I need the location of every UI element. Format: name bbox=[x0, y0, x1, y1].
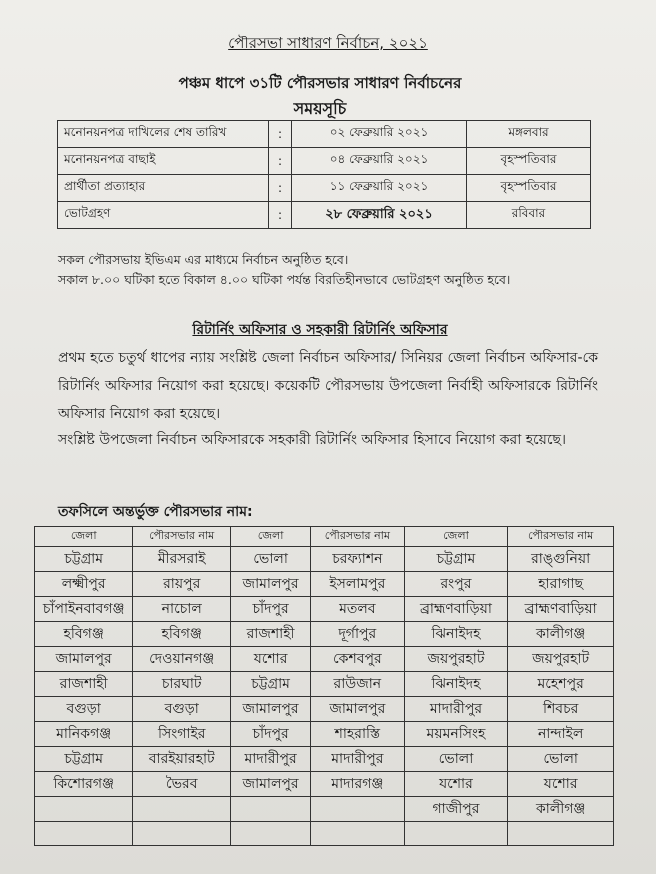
municipality-cell: দেওয়ানগঞ্জ bbox=[133, 647, 231, 672]
municipality-cell: কালীগঞ্জ bbox=[508, 622, 614, 647]
municipality-cell: চারঘাট bbox=[133, 672, 231, 697]
table-row bbox=[35, 622, 614, 647]
district-cell: চাঁপাইনবাবগঞ্জ bbox=[35, 597, 133, 622]
schedule-date: ২৮ ফেব্রুয়ারি ২০২১ bbox=[292, 202, 467, 229]
schedule-table bbox=[57, 120, 591, 229]
district-cell: ভোলা bbox=[404, 747, 508, 772]
municipality-cell: মতলব bbox=[311, 597, 404, 622]
document-title: পৌরসভা সাধারণ নির্বাচন, ২০২১ bbox=[228, 34, 428, 52]
district-cell: মানিকগঞ্জ bbox=[35, 722, 133, 747]
municipality-cell: জয়পুরহাট bbox=[508, 647, 614, 672]
district-cell: ঝিনাইদহ bbox=[404, 622, 508, 647]
municipality-cell: চরফ্যাশন bbox=[311, 547, 404, 572]
schedule-row bbox=[58, 148, 591, 175]
municipality-cell bbox=[311, 797, 404, 822]
district-cell: চাঁদপুর bbox=[231, 597, 311, 622]
table-row bbox=[35, 797, 614, 822]
schedule-day: রবিবার bbox=[467, 202, 591, 229]
column-header-district: জেলা bbox=[35, 527, 133, 547]
list-heading: তফসিলে অন্তর্ভুক্ত পৌরসভার নাম: bbox=[58, 504, 253, 520]
district-cell: যশোর bbox=[404, 772, 508, 797]
table-row bbox=[35, 672, 614, 697]
schedule-heading: সময়সূচি bbox=[293, 99, 347, 118]
municipality-cell: রাঙ্গুনিয়া bbox=[508, 547, 614, 572]
schedule-label: ভোটগ্রহণ bbox=[58, 202, 269, 229]
municipality-cell: দূর্গাপুর bbox=[311, 622, 404, 647]
column-header-district: জেলা bbox=[404, 527, 508, 547]
district-cell: জামালপুর bbox=[231, 772, 311, 797]
district-cell: মাদারীপুর bbox=[404, 697, 508, 722]
municipality-cell bbox=[133, 822, 231, 846]
column-header-district: জেলা bbox=[231, 527, 311, 547]
schedule-date: ০২ ফেব্রুয়ারি ২০২১ bbox=[292, 121, 467, 148]
district-cell: চাঁদপুর bbox=[231, 722, 311, 747]
municipality-cell: ইসলামপুর bbox=[311, 572, 404, 597]
municipality-cell: হবিগঞ্জ bbox=[133, 622, 231, 647]
schedule-row bbox=[58, 121, 591, 148]
district-cell: মাদারীপুর bbox=[231, 747, 311, 772]
table-row bbox=[35, 547, 614, 572]
district-cell bbox=[231, 797, 311, 822]
schedule-label: মনোনয়নপত্র দাখিলের শেষ তারিখ bbox=[58, 121, 269, 148]
district-cell: জামালপুর bbox=[231, 572, 311, 597]
table-row bbox=[35, 572, 614, 597]
district-cell bbox=[35, 797, 133, 822]
municipality-cell: ব্রাহ্মণবাড়িয়া bbox=[508, 597, 614, 622]
note-evm: সকল পৌরসভায় ইভিএম এর মাধ্যমে নির্বাচন অনুষ্ঠিত হবে। bbox=[58, 252, 349, 267]
municipality-cell: ভোলা bbox=[508, 747, 614, 772]
table-row bbox=[35, 822, 614, 846]
table-row bbox=[35, 747, 614, 772]
schedule-separator: : bbox=[269, 175, 292, 202]
schedule-row bbox=[58, 202, 591, 229]
municipality-cell: যশোর bbox=[508, 772, 614, 797]
schedule-date: ১১ ফেব্রুয়ারি ২০২১ bbox=[292, 175, 467, 202]
column-header-municipality: পৌরসভার নাম bbox=[508, 527, 614, 547]
municipality-cell: জামালপুর bbox=[311, 697, 404, 722]
column-header-municipality: পৌরসভার নাম bbox=[311, 527, 404, 547]
schedule-day: মঙ্গলবার bbox=[467, 121, 591, 148]
district-cell bbox=[231, 822, 311, 846]
district-cell: রাজশাহী bbox=[231, 622, 311, 647]
municipality-cell: রায়পুর bbox=[133, 572, 231, 597]
district-cell: রাজশাহী bbox=[35, 672, 133, 697]
municipality-cell: বারইয়ারহাট bbox=[133, 747, 231, 772]
district-cell: গাজীপুর bbox=[404, 797, 508, 822]
table-row bbox=[35, 597, 614, 622]
paragraph-assistant-officer: সংশ্লিষ্ট উপজেলা নির্বাচন অফিসারকে সহকারী রিটার্নিং অফিসার হিসাবে নিয়োগ করা হয়েছে। bbox=[58, 432, 567, 448]
district-cell: রংপুর bbox=[404, 572, 508, 597]
municipality-cell bbox=[311, 822, 404, 846]
municipality-cell: বগুড়া bbox=[133, 697, 231, 722]
document-subtitle: পঞ্চম ধাপে ৩১টি পৌরসভার সাধারণ নির্বাচনের bbox=[178, 74, 462, 92]
district-cell: বগুড়া bbox=[35, 697, 133, 722]
district-cell: ব্রাহ্মণবাড়িয়া bbox=[404, 597, 508, 622]
note-voting-hours: সকাল ৮.০০ ঘটিকা হতে বিকাল ৪.০০ ঘটিকা পর্যন্ত বিরতিহীনভাবে ভোটগ্রহণ অনুষ্ঠিত হবে। bbox=[58, 272, 511, 287]
municipality-cell: নাচোল bbox=[133, 597, 231, 622]
municipality-cell: সিংগাইর bbox=[133, 722, 231, 747]
district-cell: যশোর bbox=[231, 647, 311, 672]
district-cell: জয়পুরহাট bbox=[404, 647, 508, 672]
municipality-cell bbox=[508, 822, 614, 846]
district-cell: চট্টগ্রাম bbox=[231, 672, 311, 697]
district-cell: জামালপুর bbox=[231, 697, 311, 722]
municipality-cell: কালীগঞ্জ bbox=[508, 797, 614, 822]
district-cell: হবিগঞ্জ bbox=[35, 622, 133, 647]
schedule-row bbox=[58, 175, 591, 202]
municipality-cell: শিবচর bbox=[508, 697, 614, 722]
district-cell bbox=[35, 822, 133, 846]
district-cell: চট্টগ্রাম bbox=[404, 547, 508, 572]
municipality-cell: ভৈরব bbox=[133, 772, 231, 797]
table-row bbox=[35, 772, 614, 797]
section-heading: রিটার্নিং অফিসার ও সহকারী রিটার্নিং অফিসার bbox=[192, 322, 448, 338]
municipality-cell: মহেশপুর bbox=[508, 672, 614, 697]
schedule-date: ০৪ ফেব্রুয়ারি ২০২১ bbox=[292, 148, 467, 175]
municipality-cell: রাউজান bbox=[311, 672, 404, 697]
municipality-cell: কেশবপুর bbox=[311, 647, 404, 672]
district-cell: ভোলা bbox=[231, 547, 311, 572]
district-cell: ঝিনাইদহ bbox=[404, 672, 508, 697]
municipality-cell: নান্দাইল bbox=[508, 722, 614, 747]
table-row bbox=[35, 697, 614, 722]
district-cell bbox=[404, 822, 508, 846]
table-row bbox=[35, 722, 614, 747]
district-cell: কিশোরগঞ্জ bbox=[35, 772, 133, 797]
municipality-cell: হারাগাছ bbox=[508, 572, 614, 597]
schedule-separator: : bbox=[269, 148, 292, 175]
paragraph-returning-officer: প্রথম হতে চতুর্থ ধাপের ন্যায় সংশ্লিষ্ট জেলা নির্বাচন অফিসার/ সিনিয়র জেলা নির্বাচন অফিসার-কে রিটার্নিং অফিসার নিয়োগ করা হয়েছে। কয়েকটি পৌরসভায় উপজেলা নির্বাহী অফিসারকে রিটার্নিং অফিসার নিয়োগ করা হয়েছে। bbox=[58, 350, 598, 422]
district-cell: চট্টগ্রাম bbox=[35, 547, 133, 572]
district-cell: ময়মনসিংহ bbox=[404, 722, 508, 747]
municipality-cell: মীরসরাই bbox=[133, 547, 231, 572]
municipality-cell: মাদারীপুর bbox=[311, 747, 404, 772]
district-cell: লক্ষ্মীপুর bbox=[35, 572, 133, 597]
municipality-cell bbox=[133, 797, 231, 822]
schedule-separator: : bbox=[269, 202, 292, 229]
table-row bbox=[35, 647, 614, 672]
municipality-cell: শাহরাস্তি bbox=[311, 722, 404, 747]
municipality-table bbox=[34, 526, 614, 846]
district-cell: জামালপুর bbox=[35, 647, 133, 672]
municipality-cell: মাদারগঞ্জ bbox=[311, 772, 404, 797]
schedule-separator: : bbox=[269, 121, 292, 148]
column-header-municipality: পৌরসভার নাম bbox=[133, 527, 231, 547]
schedule-day: বৃহস্পতিবার bbox=[467, 148, 591, 175]
schedule-day: বৃহস্পতিবার bbox=[467, 175, 591, 202]
district-cell: চট্টগ্রাম bbox=[35, 747, 133, 772]
schedule-label: প্রার্থীতা প্রত্যাহার bbox=[58, 175, 269, 202]
schedule-label: মনোনয়নপত্র বাছাই bbox=[58, 148, 269, 175]
